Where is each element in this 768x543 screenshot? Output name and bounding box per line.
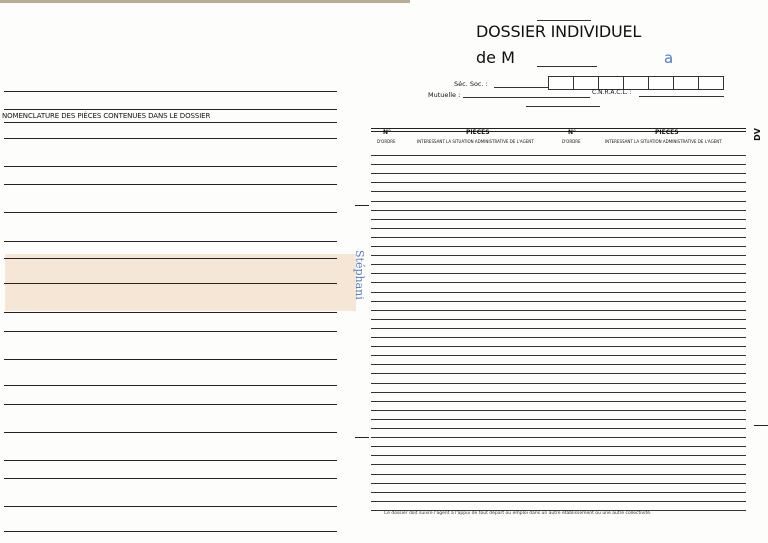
document-title: DOSSIER INDIVIDUEL	[476, 22, 642, 41]
sec-soc-fill-line	[494, 87, 549, 88]
table-row-line	[371, 237, 746, 238]
table-row-line	[371, 392, 746, 393]
cnracl-label: C.N.R.A.C.L. :	[592, 89, 632, 96]
mutuelle-fill-line	[463, 97, 590, 98]
fold-tick	[355, 205, 369, 206]
ruled-line	[4, 184, 337, 185]
col2-subtitle: INTERESSANT LA SITUATION ADMINISTRATIVE DE L'AGENT	[417, 139, 534, 144]
sec-soc-number-boxes	[548, 76, 723, 90]
ruled-line	[4, 241, 337, 242]
number-box	[548, 76, 574, 90]
fold-tick	[355, 437, 369, 438]
table-row-line	[371, 455, 746, 456]
col3-subtitle: D'ORDRE	[562, 139, 581, 144]
table-row-line	[371, 191, 746, 192]
table-row-line	[371, 355, 746, 356]
table-row-line	[371, 164, 746, 165]
col1-title: N°	[383, 129, 392, 136]
table-row-line	[371, 264, 746, 265]
table-row-line	[371, 210, 746, 211]
ruled-line	[4, 432, 337, 433]
table-row-line	[371, 219, 746, 220]
number-box	[698, 76, 724, 90]
ruled-line	[4, 212, 337, 213]
number-box	[598, 76, 624, 90]
header-underline	[526, 106, 600, 107]
number-box	[623, 76, 649, 90]
table-row-line	[371, 319, 746, 320]
ruled-line	[4, 404, 337, 405]
col3-title: N°	[568, 129, 577, 136]
ruled-line	[4, 258, 337, 259]
number-box	[673, 76, 699, 90]
cnracl-fill-line	[639, 96, 724, 97]
table-row-line	[371, 255, 746, 256]
col2-title: PIÈCES	[466, 129, 490, 136]
table-row-line	[371, 173, 746, 174]
top-edge-strip	[0, 0, 410, 3]
col1-subtitle: D'ORDRE	[377, 139, 396, 144]
table-row-line	[371, 228, 746, 229]
ruled-line	[4, 531, 337, 532]
table-row-line	[371, 383, 746, 384]
table-row-line	[371, 292, 746, 293]
ruled-line	[4, 331, 337, 332]
ruled-line	[4, 312, 337, 313]
sec-soc-label: Séc. Soc. :	[454, 80, 488, 88]
table-row-line	[371, 446, 746, 447]
table-row-line	[371, 328, 746, 329]
title-overline	[537, 20, 591, 21]
table-top-border-inner	[371, 131, 746, 132]
table-row-line	[371, 364, 746, 365]
table-row-line	[371, 474, 746, 475]
number-box	[648, 76, 674, 90]
table-row-line	[371, 301, 746, 302]
ruled-line	[4, 460, 337, 461]
ruled-line	[4, 91, 337, 92]
table-row-line	[371, 401, 746, 402]
table-top-border	[371, 128, 746, 129]
table-row-line	[371, 273, 746, 274]
ruled-line	[4, 138, 337, 139]
ruled-line	[4, 122, 337, 123]
col4-title: PIÈCES	[655, 129, 679, 136]
side-mark: DV	[753, 128, 762, 141]
ruled-line	[4, 109, 337, 110]
table-row-line	[371, 201, 746, 202]
table-row-line	[371, 310, 746, 311]
table-row-line	[371, 246, 746, 247]
table-row-line	[371, 373, 746, 374]
table-row-line	[371, 428, 746, 429]
table-row-line	[371, 182, 746, 183]
footer-note: Ce dossier doit suivre l'agent à l'appui de tout départ ou emploi dans un autre établissement ou une autre collectivité.	[384, 511, 652, 516]
col4-subtitle: INTERESSANT LA SITUATION ADMINISTRATIVE DE L'AGENT	[605, 139, 722, 144]
ruled-line	[4, 478, 337, 479]
ruled-line	[4, 283, 337, 284]
de-m-label: de M	[476, 48, 515, 67]
name-fill-line	[537, 66, 597, 67]
nomenclature-heading: NOMENCLATURE DES PIÈCES CONTENUES DANS LE DOSSIER	[2, 112, 211, 120]
table-row-line	[371, 492, 746, 493]
table-row-line	[371, 419, 746, 420]
table-row-line	[371, 410, 746, 411]
table-row-line	[371, 501, 746, 502]
ruled-line	[4, 506, 337, 507]
table-row-line	[371, 282, 746, 283]
table-row-line	[371, 337, 746, 338]
table-row-line	[371, 483, 746, 484]
table-row-line	[371, 437, 746, 438]
table-row-line	[371, 346, 746, 347]
ruled-line	[4, 359, 337, 360]
handwritten-a: a	[664, 49, 674, 67]
mutuelle-label: Mutuelle :	[428, 91, 461, 99]
table-row-line	[371, 155, 746, 156]
number-box	[573, 76, 599, 90]
blue-stamp-signature: Stéphani	[353, 250, 366, 300]
fold-tick	[754, 425, 768, 426]
ruled-line	[4, 166, 337, 167]
ruled-line	[4, 385, 337, 386]
table-row-line	[371, 464, 746, 465]
